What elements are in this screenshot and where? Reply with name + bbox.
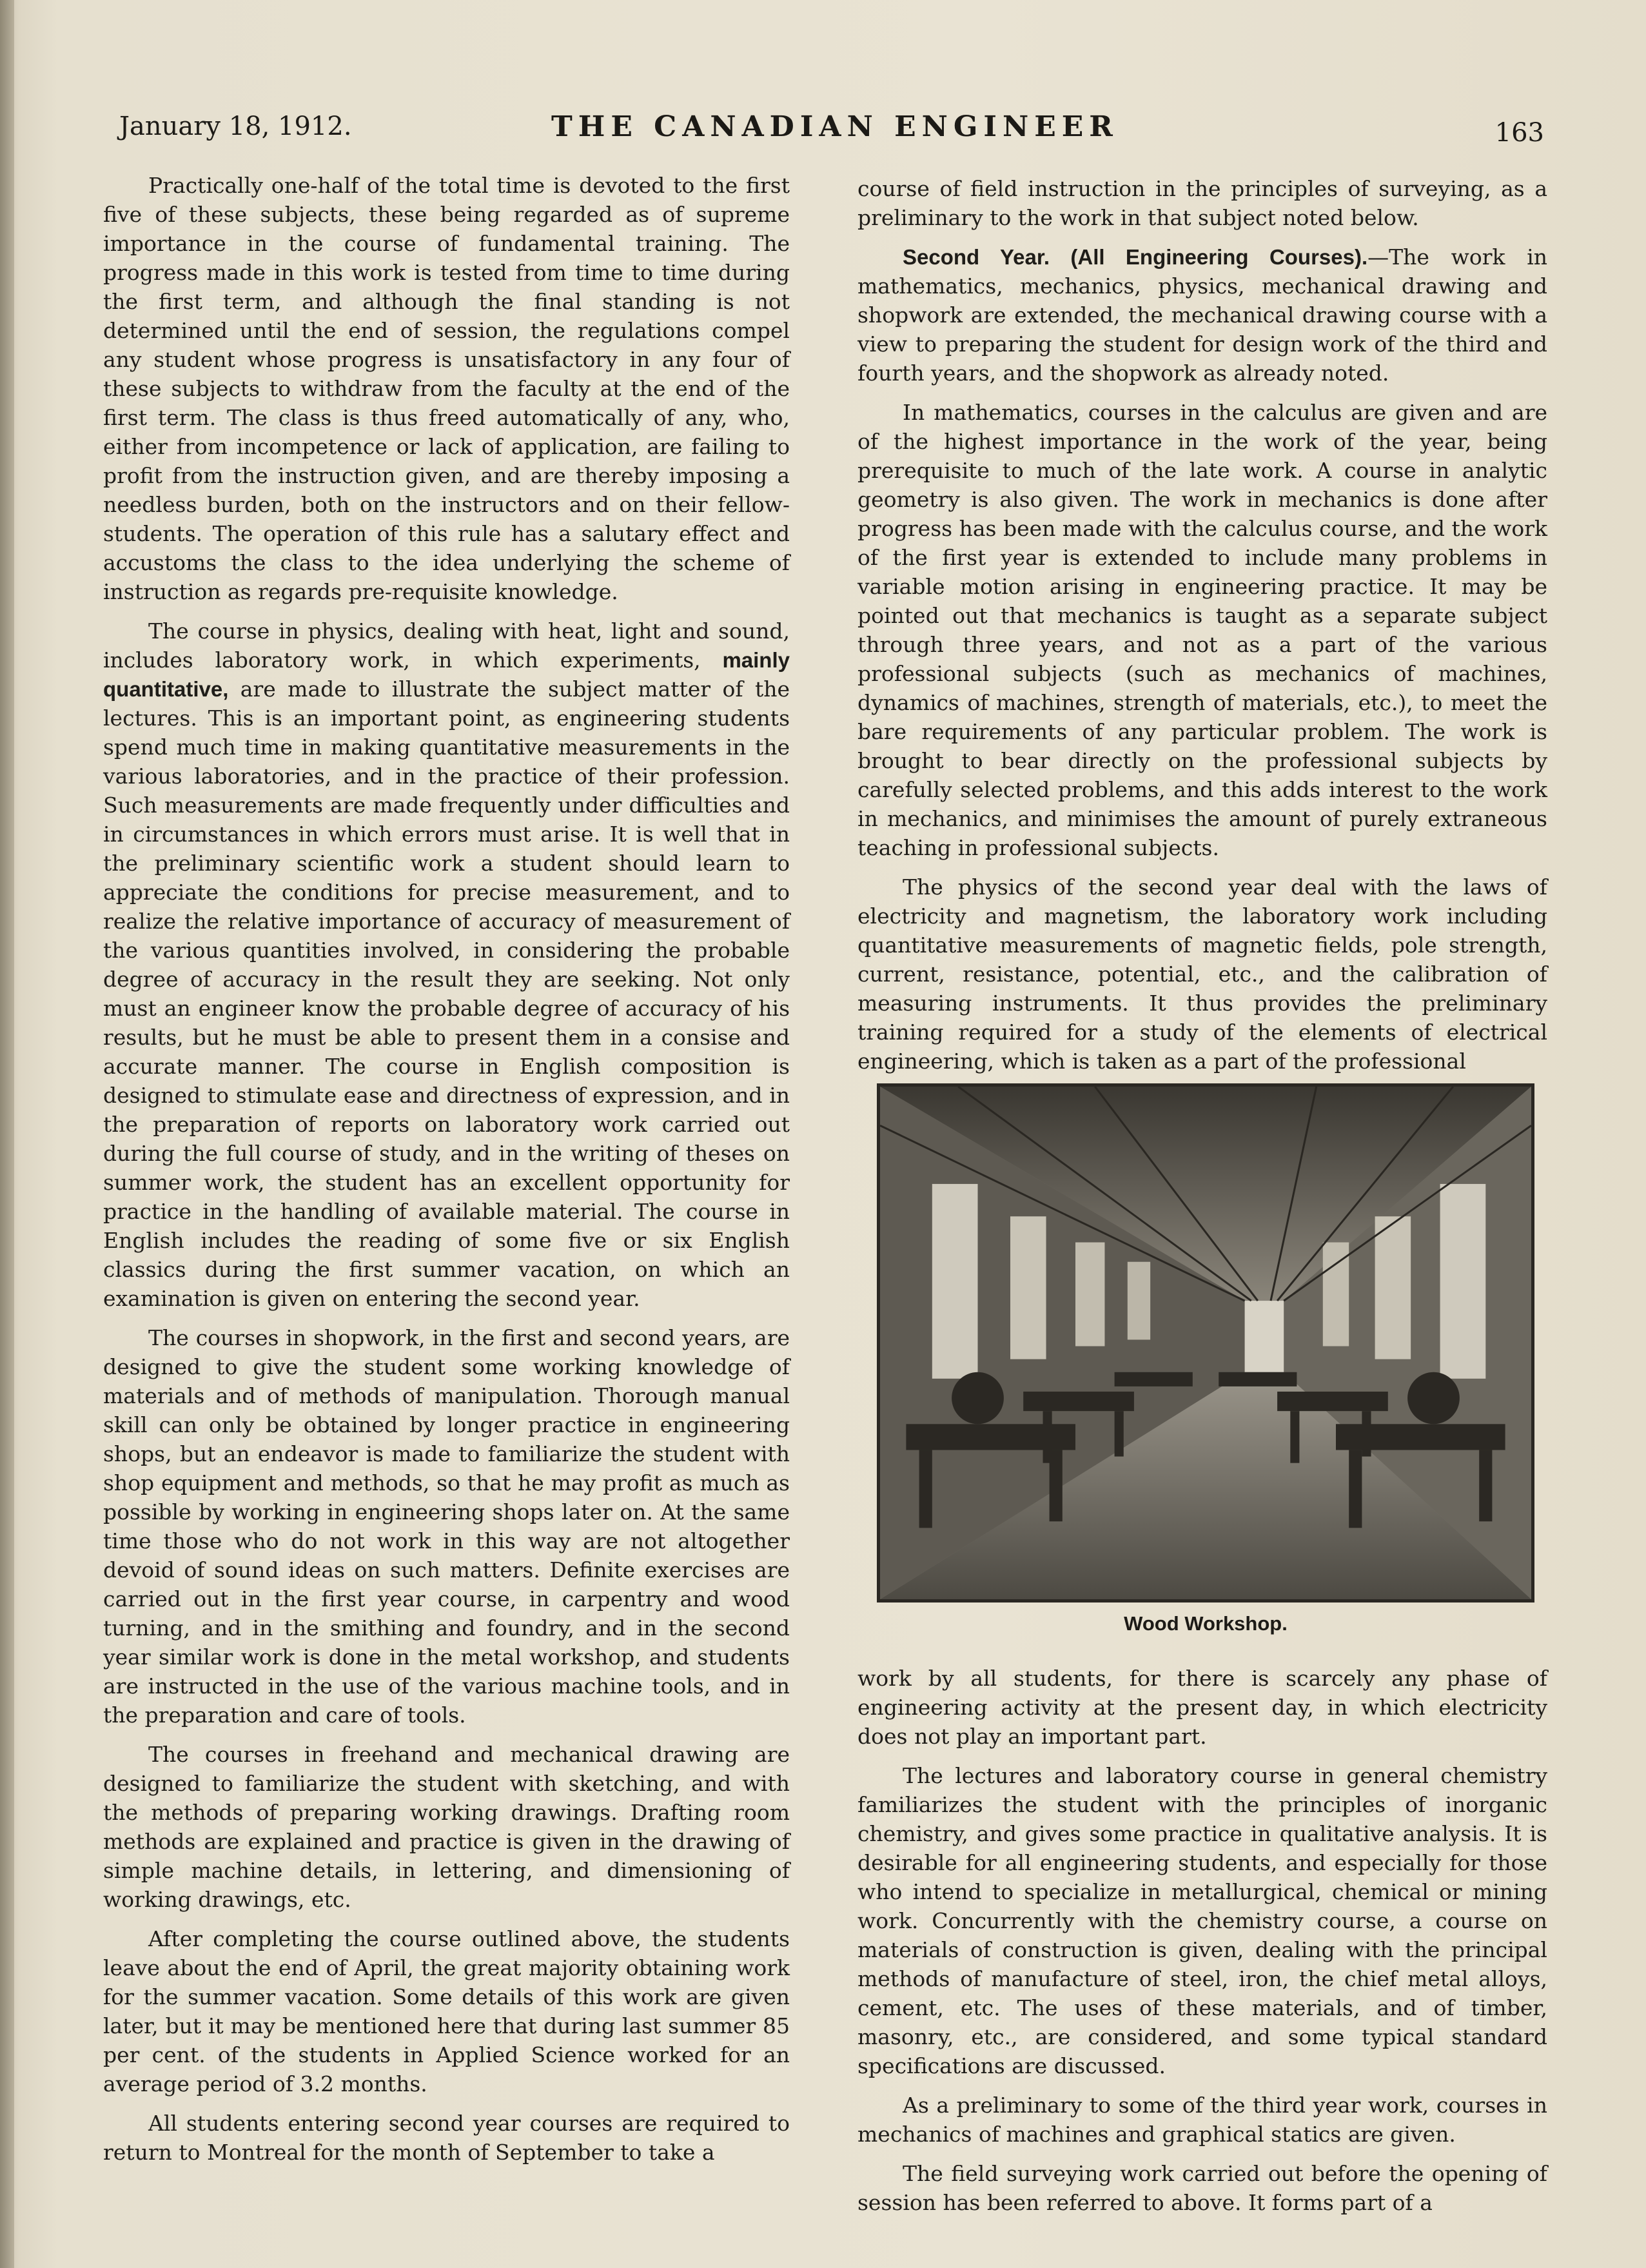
right-column-bottom [857, 1664, 1547, 2227]
page-header [119, 106, 1544, 152]
paragraph-continued: work by all students, for there is scarcely any phase of engineering activity at the present day, in which electricity does not play an important part. [857, 1666, 1547, 1749]
paragraph: The physics of the second year deal with the laws of electricity and magnetism, the laboratory work including quantitative measurements of magnetic fields, pole strength, current, resistance, potential, etc., and the calibration of measuring instruments. It thus provides the preliminary training required for a study of the elements of electrical engineering, which is taken as a part of the professional [857, 874, 1547, 1074]
paragraph: The courses in freehand and mechanical drawing are designed to familiarize the student with sketching, and with the methods of preparing working drawings. Drafting room methods are explained and practice is given in the drawing of simple machine details, in lettering, and dimensioning of working drawings, etc. [103, 1742, 790, 1912]
right-column-top [857, 174, 1547, 1086]
emphasis-text: mainly quantitative, [103, 648, 790, 701]
paragraph: As a preliminary to some of the third year work, courses in mechanics of machines and graphical statics are given. [857, 2093, 1547, 2147]
paragraph-text: are made to illustrate the subject matter of the lectures. This is an important point, as engineering students spend much time in making quantitative measurements in the various laboratories, and in the practice of their profession. Such measurements are made frequently under difficulties and in circumstances in which errors must arise. It is well that in the preliminary scientific work a student should learn to appreciate the conditions for precise measurement, and to realize the relative importance of accuracy of measurement of the various quantities involved, in considering the probable degree of accuracy in the result they are seeking. Not only must an engineer know the probable degree of accuracy of his results, but he must be able to present them in a consise and accurate manner. The course in English composition is designed to stimulate ease and directness of expression, and in the preparation of reports on laboratory work carried out during the full course of study, and in the writing of theses on summer work, the student has an excellent opportunity for practice in the handling of available material. The course in English includes the reading of some five or six English classics during the first summer vacation, on which an examination is given on entering the second year. [103, 676, 790, 1311]
paragraph: The courses in shopwork, in the first and second years, are designed to give the student some working knowledge of materials and of methods of manipulation. Thorough manual skill can only be obtained by longer practice in engineering shops, but an endeavor is made to familiarize the student with shop equipment and methods, so that he may profit as much as possible by working in engineering shops later on. At the same time those who do not work in this way are not altogether devoid of sound ideas on such matters. Definite exercises are carried out in the first year course, in carpentry and wood turning, and in the smithing and foundry, and in the second year similar work is done in the metal workshop, and students are instructed in the use of the various machine tools, and in the preparation and care of tools. [103, 1325, 790, 1728]
paragraph-continued: course of field instruction in the principles of surveying, as a preliminary to the work in that subject noted below. [857, 176, 1547, 230]
paragraph: All students entering second year courses are required to return to Montreal for the month of September to take a [103, 2111, 790, 2165]
issue-date: January 18, 1912. [119, 112, 352, 141]
page-number: 163 [1494, 118, 1544, 148]
paragraph: The lectures and laboratory course in general chemistry familiarizes the student with the principles of inorganic chemistry, and gives some practice in qualitative analysis. It is desirable for all engineering students, and especially for those who intend to specialize in metallurgical, chemical or mining work. Concurrently with the chemistry course, a course on materials of construction is given, dealing with the principal methods of manufacture of steel, iron, the chief metal alloys, cement, etc. The uses of these materials, and of timber, masonry, etc., are considered, and some typical standard specifications are discussed. [857, 1763, 1547, 2078]
page-spine-shadow [0, 0, 14, 2268]
paragraph-text: —The work in mathematics, mechanics, physics, mechanical drawing and shopwork are extended, the mechanical drawing course with a view to preparing the student for design work of the third and fourth years, and the shopwork as already noted. [857, 244, 1547, 386]
paragraph: After completing the course outlined above, the students leave about the end of April, the great majority obtaining work for the summer vacation. Some details of this work are given later, but it may be mentioned here that during last summer 85 per cent. of the students in Applied Science worked for an average period of 3.2 months. [103, 1926, 790, 2096]
left-column [103, 171, 790, 2177]
paragraph: The field surveying work carried out before the opening of session has been referred to above. It forms part of a [857, 2161, 1547, 2215]
figure-caption: Wood Workshop. [1124, 1612, 1288, 1635]
section-heading: Second Year. (All Engineering Courses). [903, 245, 1368, 269]
paragraph-text: The course in physics, dealing with heat, light and sound, includes laboratory work, in which experiments, [103, 618, 790, 673]
publication-title: THE CANADIAN ENGINEER [551, 110, 1119, 143]
paragraph-second-year [857, 242, 1547, 388]
paragraph: In mathematics, courses in the calculus are given and are of the highest importance in the work of the year, being prerequisite to much of the late work. A course in analytic geometry is also given. The work in mechanics is done after progress has been made with the calculus course, and the work of the first year is extended to include many problems in variable motion arising in engineering practice. It may be pointed out that mechanics is taught as a separate subject through three years, and not as a part of the various professional subjects (such as mechanics of machines, dynamics of machines, strength of materials, etc.), to meet the bare requirements of any particular problem. The work is brought to bear directly on the professional subjects by carefully selected problems, and this adds interest to the work in mechanics, and minimises the amount of purely extraneous teaching in professional subjects. [857, 400, 1547, 860]
paragraph: Practically one-half of the total time is devoted to the first five of these subjects, these being regarded as of supreme importance in the course of fundamental training. The progress made in this work is tested from time to time during the first term, and although the final standing is not determined until the end of session, the regulations compel any student whose progress is unsatisfactory in any four of these subjects to withdraw from the faculty at the end of the first term. The class is thus freed automatically of any, who, either from incompetence or lack of application, are failing to profit from the instruction given, and are thereby imposing a needless burden, both on the instructors and on their fellow-students. The operation of this rule has a salutary effect and accustoms the class to the idea underlying the scheme of instruction as regards pre-requisite knowledge. [103, 173, 790, 604]
workshop-photo-illustration [880, 1087, 1531, 1599]
paragraph-physics [103, 616, 790, 1313]
wood-workshop-photo [877, 1083, 1534, 1602]
